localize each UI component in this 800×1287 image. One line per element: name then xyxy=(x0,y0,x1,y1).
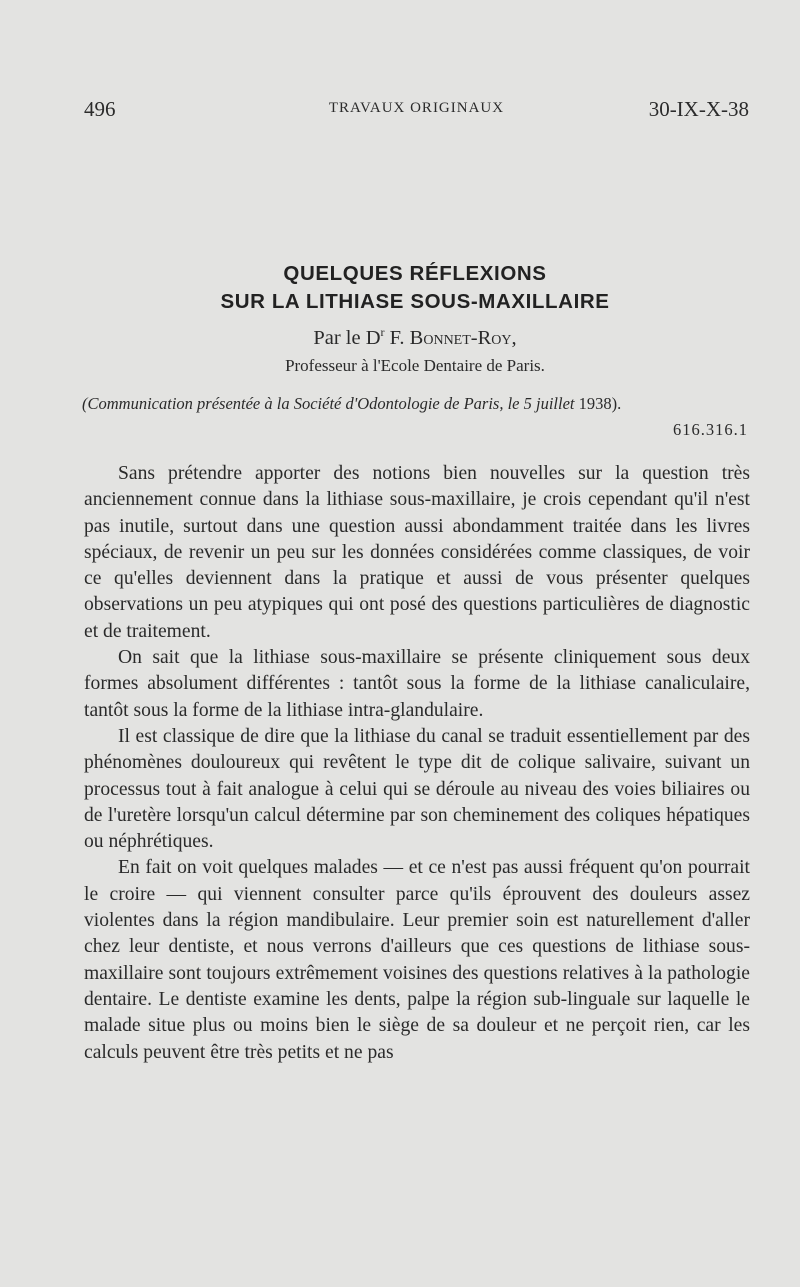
classification-number: 616.316.1 xyxy=(673,420,748,439)
article-title-line-1: QUELQUES RÉFLEXIONS xyxy=(283,262,547,285)
communication-year: 1938). xyxy=(578,394,622,413)
communication-text: (Communication présentée à la Société d'Odontologie de Paris, le 5 juillet xyxy=(82,394,575,413)
article-body xyxy=(84,461,750,1066)
byline-sup: r xyxy=(380,325,385,339)
running-header xyxy=(84,97,749,127)
page-number: 496 xyxy=(84,97,116,121)
communication-note xyxy=(82,394,750,414)
issue-date: 30-IX-X-38 xyxy=(648,97,749,121)
author-affiliation: Professeur à l'Ecole Dentaire de Paris. xyxy=(285,356,545,375)
paragraph: Sans prétendre apporter des notions bien nouvelles sur la question très anciennement connue dans la lithiase sous-maxillaire, je crois cependant qu'il n'est pas inutile, surtout dans une question aussi abondamment traitée dans les livres spéciaux, de revenir un peu sur les données considérées comme classiques, de voir ce qu'elles deviennent dans la pratique et aussi de vous présenter quelques observations un peu atypiques qui ont posé des questions particulières de diagnostic et de traitement. xyxy=(84,463,750,642)
paragraph: En fait on voit quelques malades — et ce n'est pas aussi fréquent qu'on pourrait le croire — qui viennent consulter parce qu'ils éprouvent des douleurs assez violentes dans la région mandibulaire. Leur premier soin est naturellement d'aller chez leur dentiste, et nous verrons d'ailleurs que ces questions de lithiase sous-maxillaire sont toujours extrêmement voisines des questions relatives à la pathologie dentaire. Le dentiste examine les dents, palpe la région sub-linguale sur laquelle le malade situe plus ou moins bien le siège de sa douleur et ne perçoit rien, car les calculs peuvent être très petits et ne pas xyxy=(84,857,750,1063)
section-title: TRAVAUX ORIGINAUX xyxy=(328,100,505,116)
paragraph: Il est classique de dire que la lithiase du canal se traduit essentiellement par des phénomènes douloureux qui revêtent le type dit de colique salivaire, suivant un processus tout à fait analogue à celui qui se déroule au niveau des voies biliaires ou de l'uretère lorsqu'un calcul détermine par son cheminement des coliques hépatiques ou néphrétiques. xyxy=(84,725,750,853)
paragraph: On sait que la lithiase sous-maxillaire se présente cliniquement sous deux formes absolument différentes : tantôt sous la forme de la lithiase canaliculaire, tantôt sous la forme de la lithiase intra-glandulaire. xyxy=(84,647,750,721)
byline-prefix: Par le D xyxy=(313,326,381,349)
article-title-line-2: SUR LA LITHIASE SOUS-MAXILLAIRE xyxy=(220,290,610,313)
byline xyxy=(30,325,800,350)
author-name: F. Bonnet-Roy, xyxy=(389,326,517,349)
